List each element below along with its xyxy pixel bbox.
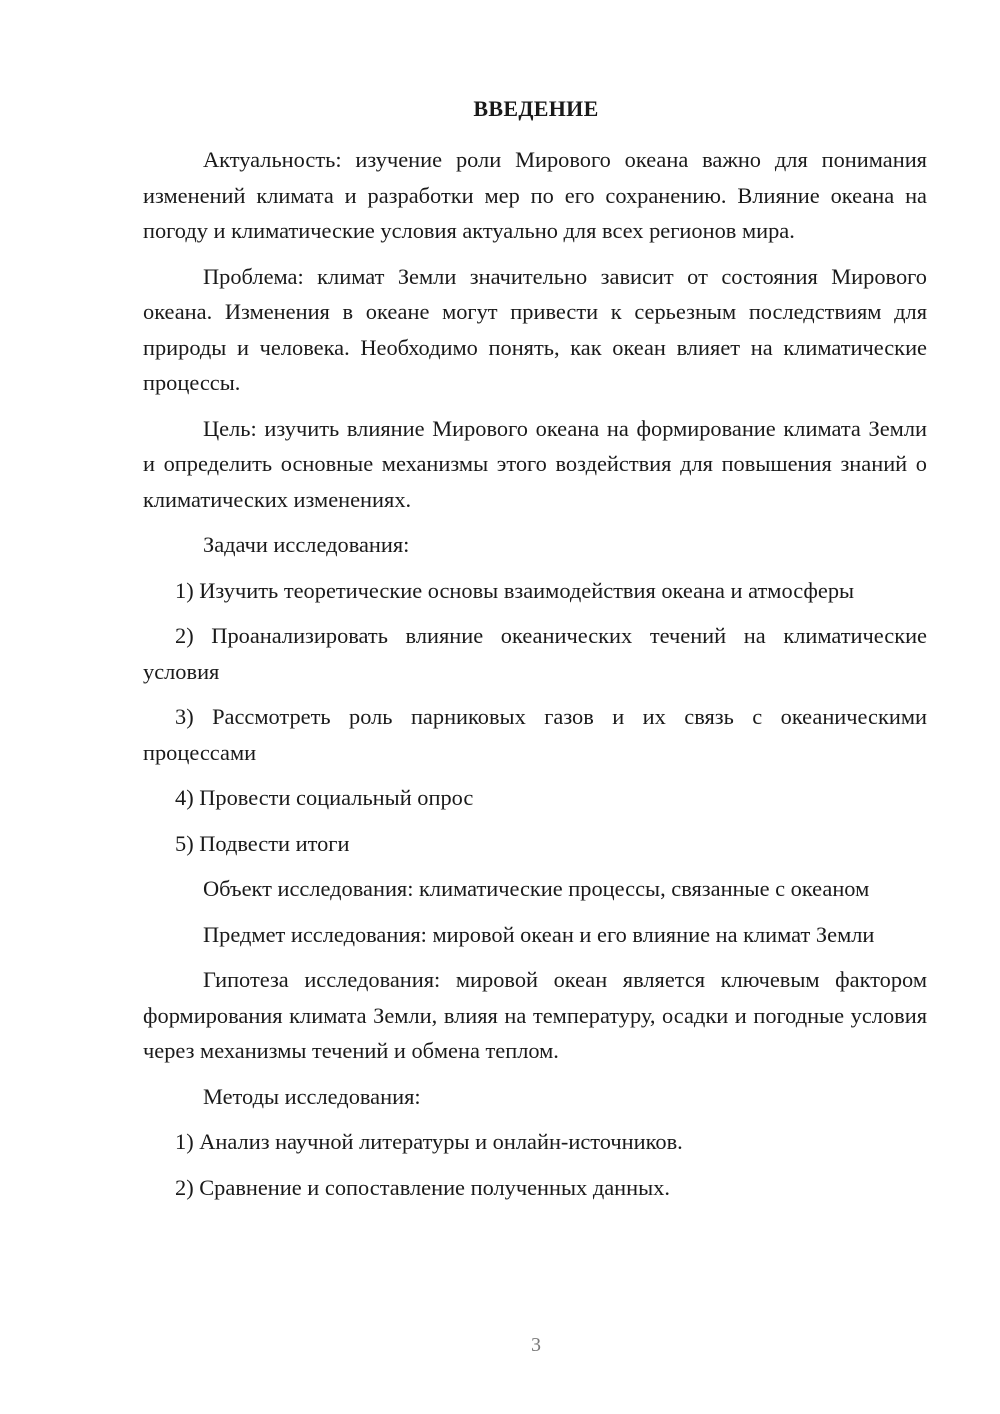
task-item-5: 5) Подвести итоги — [175, 830, 350, 856]
goal-paragraph: Цель: изучить влияние Мирового океана на формирование климата Земли и определить основные механизмы этого воздействия для повышения знаний о климатических изменениях. — [143, 415, 927, 512]
problem-paragraph: Проблема: климат Земли значительно зависит от состояния Мирового океана. Изменения в океане могут привести к серьезным последствиям для природы и человека. Необходимо понять, как океан влияет на климатические процессы. — [143, 263, 927, 395]
section-heading: ВВЕДЕНИЕ — [473, 96, 599, 121]
relevance-paragraph: Актуальность: изучение роли Мирового океана важно для понимания изменений климата и разработки мер по его сохранению. Влияние океана на погоду и климатические условия актуально для всех регионов мира. — [143, 147, 927, 243]
page-number: 3 — [531, 1334, 541, 1356]
object-paragraph: Объект исследования: климатические процессы, связанные с океаном — [203, 876, 870, 901]
task-item-3: 3) Рассмотреть роль парниковых газов и их связь с океаническими процессами — [143, 704, 927, 765]
hypothesis-paragraph: Гипотеза исследования: мировой океан является ключевым фактором формирования климата Земли, влияя на температуру, осадки и погодные условия через механизмы течений и обмена теплом. — [143, 967, 927, 1063]
method-item-2: 2) Сравнение и сопоставление полученных данных. — [175, 1174, 670, 1200]
task-item-1: 1) Изучить теоретические основы взаимодействия океана и атмосферы — [175, 577, 855, 603]
task-item-4: 4) Провести социальный опрос — [175, 785, 474, 810]
task-item-2: 2) Проанализировать влияние океанических течений на климатические условия — [143, 623, 927, 684]
body-text — [143, 142, 927, 1215]
methods-heading: Методы исследования: — [203, 1083, 421, 1109]
subject-paragraph: Предмет исследования: мировой океан и его влияние на климат Земли — [203, 921, 875, 947]
method-item-1: 1) Анализ научной литературы и онлайн-источников. — [175, 1129, 683, 1154]
tasks-heading: Задачи исследования: — [203, 532, 410, 557]
